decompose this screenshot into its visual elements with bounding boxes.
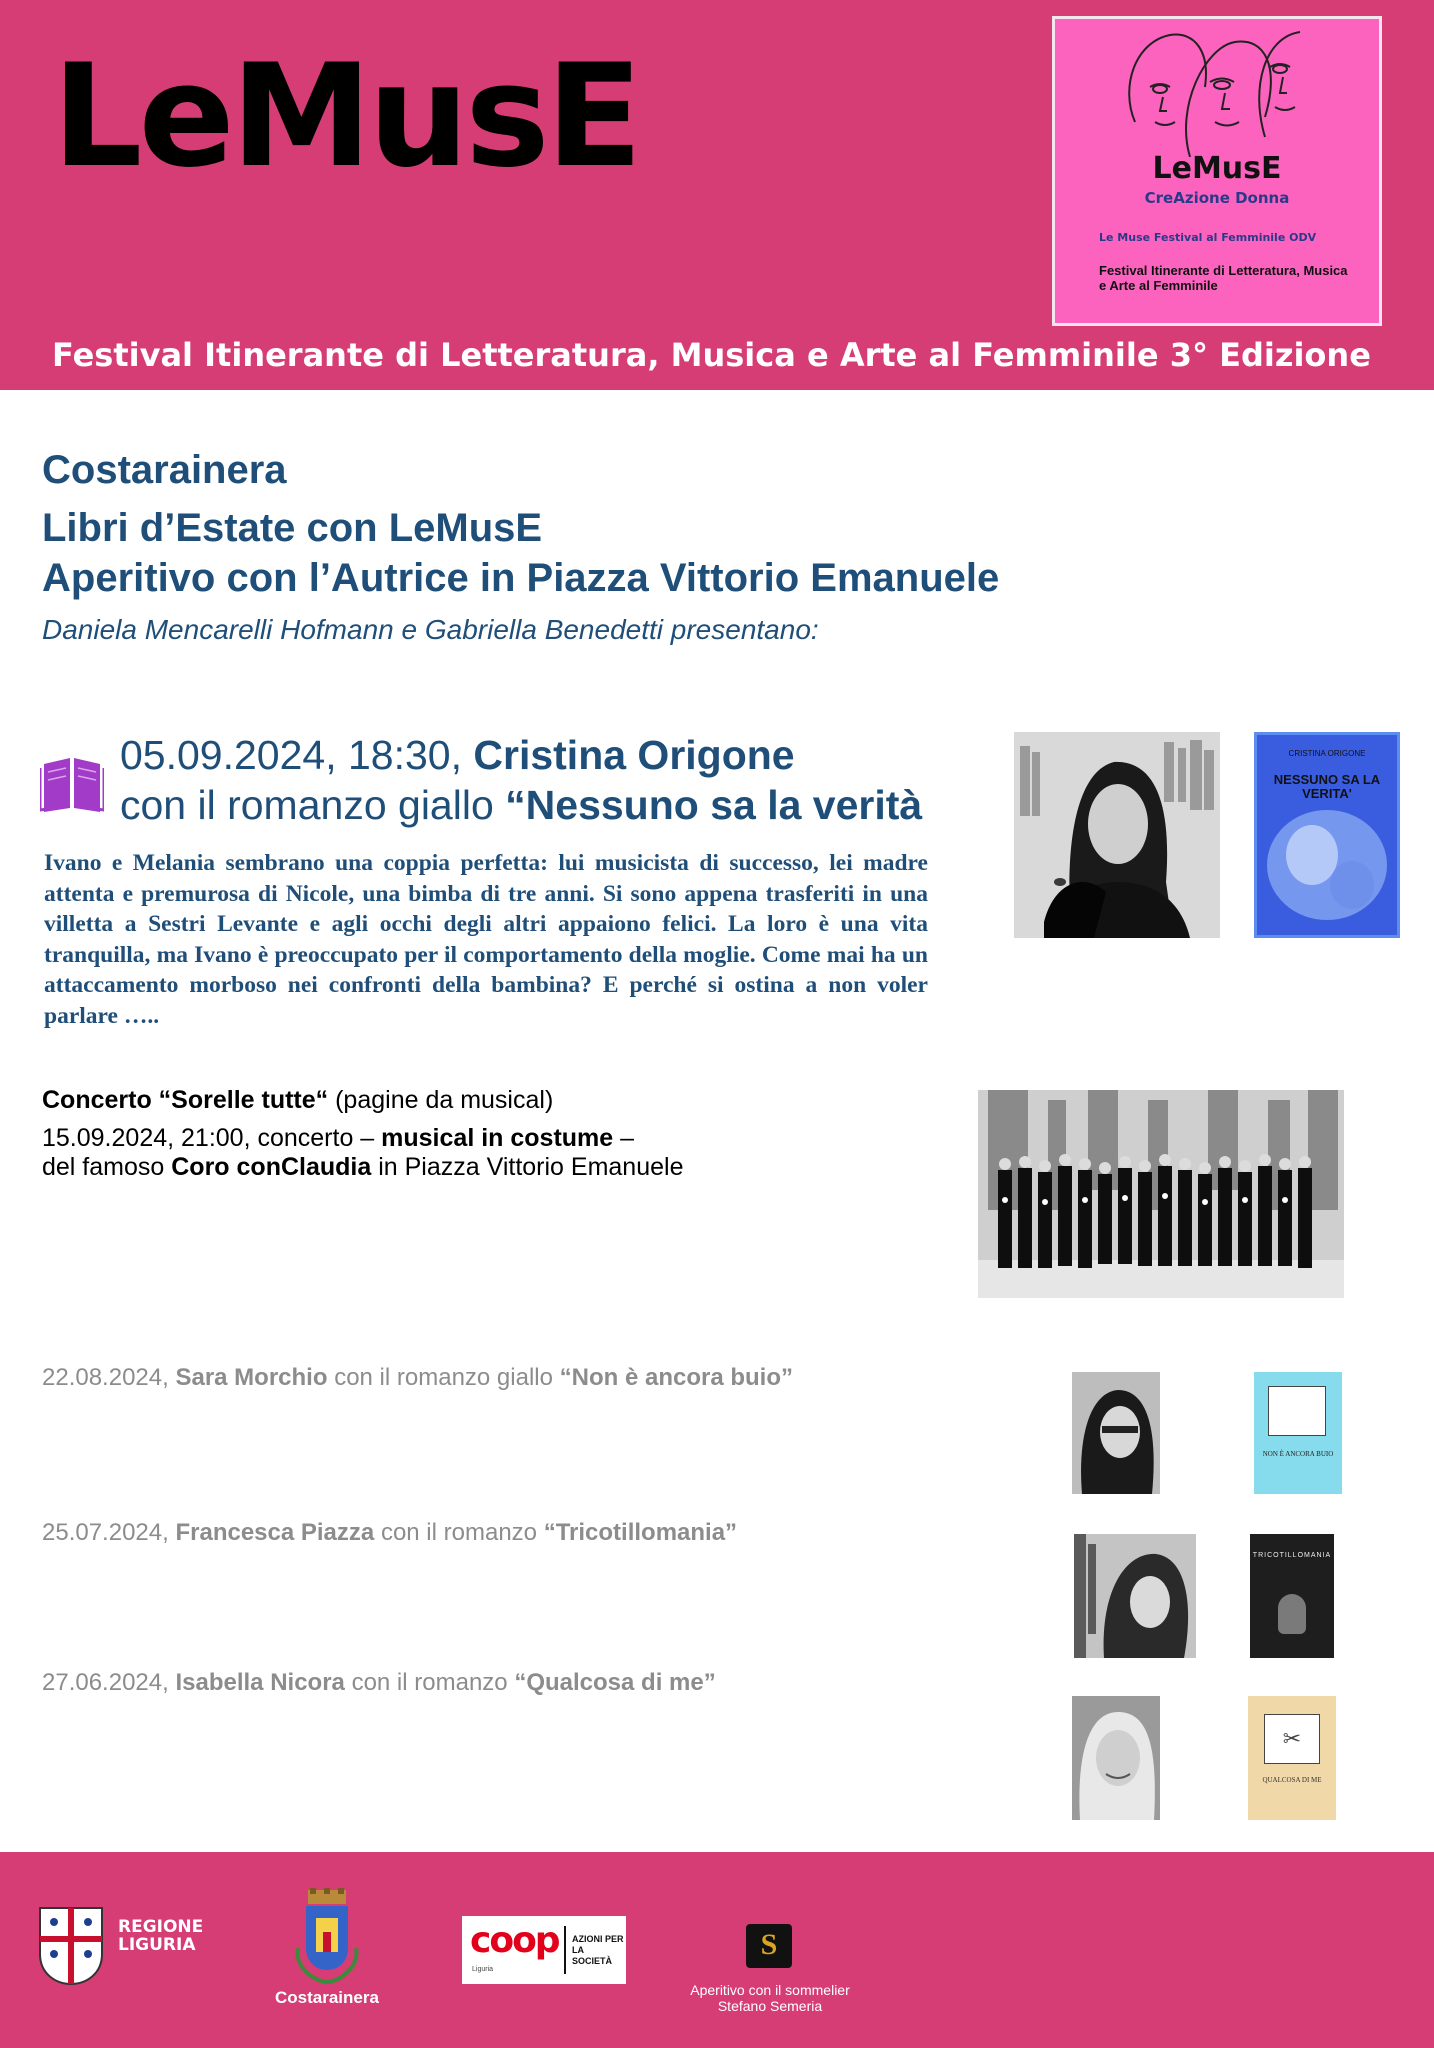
header-band [0,0,1434,390]
logo-subtitle: CreAzione Donna [1144,189,1290,207]
past-event-date: 27.06.2024, [42,1669,169,1696]
past-event-prefix: con il romanzo [351,1669,508,1696]
main-event-novel [120,782,922,829]
concert-datetime [42,1124,634,1153]
logo-description: Festival Itinerante di Letteratura, Musica e Arte al Femminile [1099,263,1348,293]
regione-liguria-crest-icon [38,1906,104,1986]
regione-liguria-label: REGIONE LIGURIA [118,1917,204,1955]
past-event-prefix: con il romanzo [380,1519,538,1546]
past-event-title: “Qualcosa di me” [514,1669,716,1696]
concert-title [42,1086,553,1115]
author-photo-francesca-piazza [1074,1534,1196,1658]
coop-region: Liguria [472,1966,494,1973]
concert-title-rest: (pagine da musical) [328,1086,554,1114]
past-event-3 [42,1669,716,1697]
concert-line2-a: del famoso [42,1153,172,1181]
concert-line1-c: – [613,1124,635,1152]
book-cover-qualcosa-di-me [1248,1696,1336,1820]
past-event-2 [42,1519,737,1547]
scissors-icon: ✂ [1282,1726,1302,1751]
sommelier-credit: Aperitivo con il sommelier Stefano Semeria [690,1982,850,2014]
past-event-author: Sara Morchio [175,1364,328,1391]
sponsor-footer [0,1852,1434,2048]
author-photo-sara-morchio [1072,1372,1160,1494]
costarainera-coat-of-arms-icon [292,1888,362,1984]
concert-line2-b: Coro conClaudia [171,1153,372,1181]
logo-org-name: Le Muse Festival al Femminile ODV [1099,231,1317,244]
sommelier-logo-mark: S [760,1928,778,1961]
coop-tagline: AZIONI PER LA SOCIETÀ [572,1934,624,1966]
series-title: Libri d’Estate con LeMusE [42,506,543,550]
cover-title: TRICOTILLOMANIA [1252,1552,1332,1559]
concert-line1-b: musical in costume [381,1124,614,1152]
cover-title: QUALCOSA DI ME [1262,1776,1322,1784]
sommelier-logo-icon [746,1924,792,1968]
brand-title: LeMusE [52,34,639,199]
concert-title-bold: Concerto “Sorelle tutte“ [42,1086,329,1114]
book-cover-nessuno-sa-la-verita [1254,732,1400,938]
festival-tagline: Festival Itinerante di Letteratura, Musica e Arte al Femminile 3° Edizione [52,336,1371,374]
concert-venue [42,1153,683,1182]
novel-synopsis: Ivano e Melania sembrano una coppia perfetta: lui musicista di successo, lei madre attenta e premurosa di Nicole, una bimba di tre anni. Si sono appena trasferiti in una villetta a Sestri Levante e agli occhi degli altri appaiono felici. La loro è una vita tranquilla, ma Ivano è preoccupato per il comportamento della moglie. Come mai ha un attaccamento morboso nei confronti della bambina? E perché si ostina a non voler parlare ….. [44,850,928,1029]
past-event-author: Isabella Nicora [175,1669,345,1696]
past-event-date: 22.08.2024, [42,1364,169,1391]
author-photo-cristina-origone [1014,732,1220,938]
cover-title: NON È ANCORA BUIO [1262,1450,1334,1458]
concert-line2-c: in Piazza Vittorio Emanuele [371,1153,684,1181]
book-cover-tricotillomania [1250,1534,1334,1658]
author-photo-isabella-nicora [1072,1696,1160,1820]
faces-line-art-icon [1115,27,1315,157]
choir-group-photo [978,1090,1344,1298]
cover-title: NESSUNO SA LA VERITA' [1273,772,1381,801]
past-event-author: Francesca Piazza [175,1519,375,1546]
past-event-title: “Tricotillomania” [543,1519,738,1546]
past-event-date: 25.07.2024, [42,1519,169,1546]
concert-line1-a: 15.09.2024, 21:00, concerto – [42,1124,382,1152]
presenters: Daniela Mencarelli Hofmann e Gabriella Benedetti presentano: [42,614,819,645]
series-subtitle: Aperitivo con l’Autrice in Piazza Vittorio Emanuele [42,556,1000,600]
main-event-datetime [120,732,795,779]
main-event-novel-title: “Nessuno sa la verità [505,782,923,828]
open-book-icon [40,752,104,812]
logo-title: LeMusE [1152,151,1282,186]
main-event-novel-prefix: con il romanzo giallo [120,782,494,828]
coop-logo [462,1916,626,1984]
past-event-title: “Non è ancora buio” [559,1364,793,1391]
costarainera-label: Costarainera [275,1988,379,2007]
past-event-prefix: con il romanzo giallo [334,1364,553,1391]
book-cover-non-e-ancora-buio [1254,1372,1342,1494]
coop-wordmark: coop [470,1920,559,1961]
cover-author: CRISTINA ORIGONE [1288,749,1366,758]
event-location: Costarainera [42,448,287,492]
festival-logo [1052,16,1382,326]
main-event-author: Cristina Origone [473,732,795,778]
main-event-date: 05.09.2024, 18:30, [120,732,462,778]
past-event-1 [42,1364,793,1392]
